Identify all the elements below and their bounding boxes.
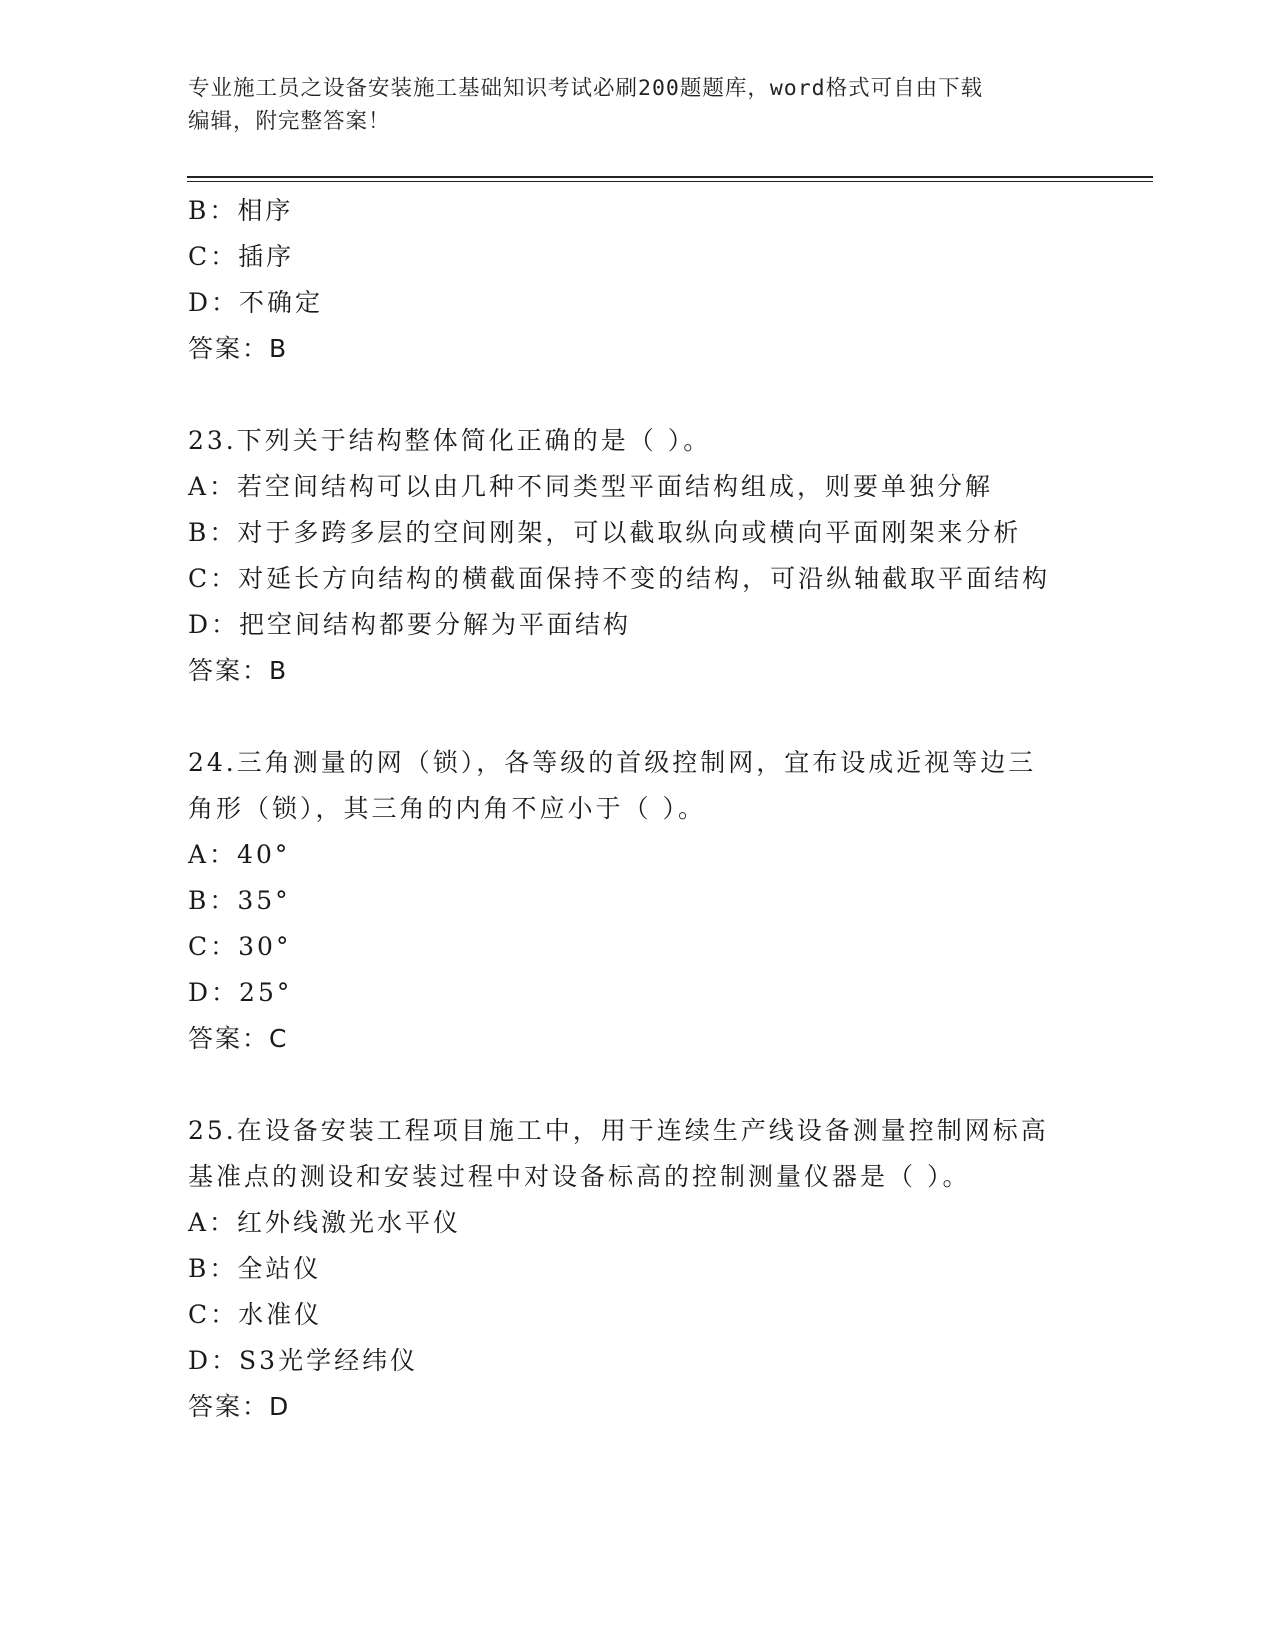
- answer-label: 答案：D: [188, 1392, 291, 1421]
- option-d: D：S3光学经纬仪: [188, 1346, 419, 1375]
- option-d: D：把空间结构都要分解为平面结构: [188, 610, 632, 639]
- answer-label: 答案：B: [188, 334, 289, 363]
- header-title-line-1: 专业施工员之设备安装施工基础知识考试必刷200题题库，word格式可自由下载: [188, 76, 984, 101]
- option-d: D：不确定: [188, 288, 324, 317]
- answer-label: 答案：B: [188, 656, 289, 685]
- option-c: C：水准仪: [188, 1300, 323, 1329]
- option-a: A：若空间结构可以由几种不同类型平面结构组成，则要单独分解: [188, 472, 994, 501]
- question-stem-line-2: 基准点的测设和安装过程中对设备标高的控制测量仪器是（ ）。: [188, 1162, 971, 1191]
- spacer: [188, 372, 1148, 418]
- answer-label: 答案：C: [188, 1024, 289, 1053]
- question-24: [188, 740, 1148, 1062]
- option-d: D：25°: [188, 978, 293, 1007]
- spacer: [188, 694, 1148, 740]
- question-list: [188, 188, 1148, 1430]
- question-25: [188, 1108, 1148, 1430]
- option-b: B：对于多跨多层的空间刚架，可以截取纵向或横向平面刚架来分析: [188, 518, 1022, 547]
- option-c: C：30°: [188, 932, 292, 961]
- spacer: [188, 1062, 1148, 1108]
- question-22: [188, 188, 1148, 372]
- header-divider: [187, 176, 1153, 182]
- document-header: [188, 72, 1078, 138]
- question-stem: 23.下列关于结构整体简化正确的是（ ）。: [188, 426, 712, 455]
- option-c: C：对延长方向结构的横截面保持不变的结构，可沿纵轴截取平面结构: [188, 564, 1051, 593]
- option-b: B：相序: [188, 196, 294, 225]
- question-stem-line-1: 24.三角测量的网（锁），各等级的首级控制网，宜布设成近视等边三: [188, 748, 1037, 777]
- question-stem-line-1: 25.在设备安装工程项目施工中，用于连续生产线设备测量控制网标高: [188, 1116, 1049, 1145]
- option-c: C：插序: [188, 242, 295, 271]
- option-a: A：红外线激光水平仪: [188, 1208, 462, 1237]
- option-a: A：40°: [188, 840, 291, 869]
- question-stem-line-2: 角形（锁），其三角的内角不应小于（ ）。: [188, 794, 706, 823]
- option-b: B：35°: [188, 886, 291, 915]
- question-23: [188, 418, 1148, 694]
- option-b: B：全站仪: [188, 1254, 322, 1283]
- header-title-line-2: 编辑，附完整答案！: [188, 109, 391, 134]
